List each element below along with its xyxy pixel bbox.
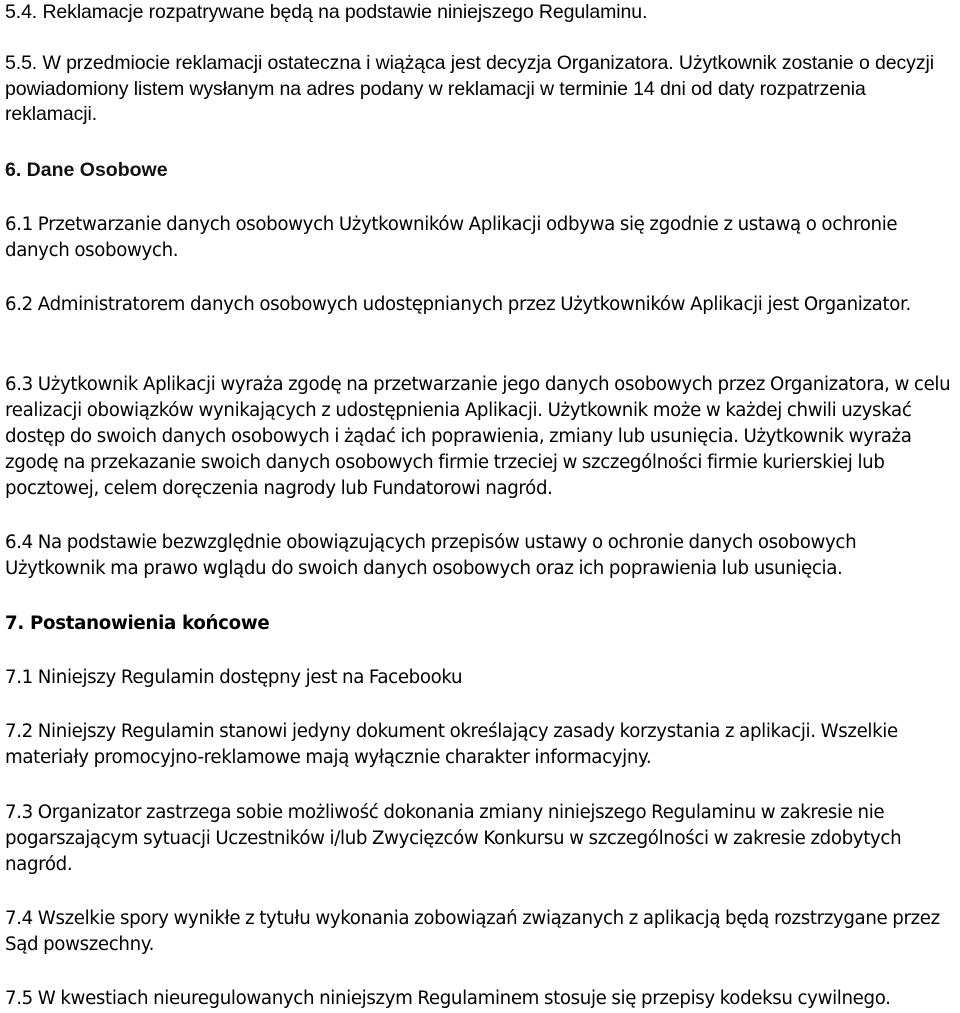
paragraph-7-5: 7.5 W kwestiach nieuregulowanych niniejszym Regulaminem stosuje się przepisy kodeksu cywilnego. xyxy=(5,988,891,1009)
paragraph-7-1: 7.1 Niniejszy Regulamin dostępny jest na Facebooku xyxy=(5,667,463,688)
paragraph-7-3: 7.3 Organizator zastrzega sobie możliwość dokonania zmiany niniejszego Regulaminu w zakresie nie pogarszającym sytuacji Uczestników i/lub Zwycięzców Konkursu w szczególności w zakresie zdobytych nagród. xyxy=(5,802,902,875)
paragraph-5-5: 5.5. W przedmiocie reklamacji ostateczna i wiążąca jest decyzja Organizatora. Użytkownik zostanie o decyzji powiadomiony listem wysłanym na adres podany w reklamacji w terminie 14 dni od daty rozpatrzenia reklamacji. xyxy=(5,52,934,125)
section-heading-7: 7. Postanowienia końcowe xyxy=(5,613,270,634)
paragraph-5-4: 5.4. Reklamacje rozpatrywane będą na podstawie niniejszego Regulaminu. xyxy=(5,1,648,23)
paragraph-6-1: 6.1 Przetwarzanie danych osobowych Użytkowników Aplikacji odbywa się zgodnie z ustawą o ochronie danych osobowych. xyxy=(5,214,898,261)
paragraph-7-4: 7.4 Wszelkie spory wynikłe z tytułu wykonania zobowiązań związanych z aplikacją będą rozstrzygane przez Sąd powszechny. xyxy=(5,908,940,955)
paragraph-7-2: 7.2 Niniejszy Regulamin stanowi jedyny dokument określający zasady korzystania z aplikacji. Wszelkie materiały promocyjno-reklamowe mają wyłącznie charakter informacyjny. xyxy=(5,721,898,768)
paragraph-6-4: 6.4 Na podstawie bezwzględnie obowiązujących przepisów ustawy o ochronie danych osobowych Użytkownik ma prawo wglądu do swoich danych osobowych oraz ich poprawienia lub usunięcia. xyxy=(5,532,857,579)
section-heading-6: 6. Dane Osobowe xyxy=(5,159,168,181)
paragraph-6-2: 6.2 Administratorem danych osobowych udostępnianych przez Użytkowników Aplikacji jest Organizator. xyxy=(5,294,911,315)
paragraph-6-3: 6.3 Użytkownik Aplikacji wyraża zgodę na przetwarzanie jego danych osobowych przez Organizatora, w celu realizacji obowiązków wynikających z udostępnienia Aplikacji. Użytkownik może w każdej chwili uzyskać dostęp do swoich danych osobowych i żądać ich poprawienia, zmiany lub usunięcia. Użytkownik wyraża zgodę na przekazanie swoich danych osobowych firmie trzeciej w szczególności firmie kurierskiej lub pocztowej, celem doręczenia nagrody lub Fundatorowi nagród. xyxy=(5,374,951,499)
